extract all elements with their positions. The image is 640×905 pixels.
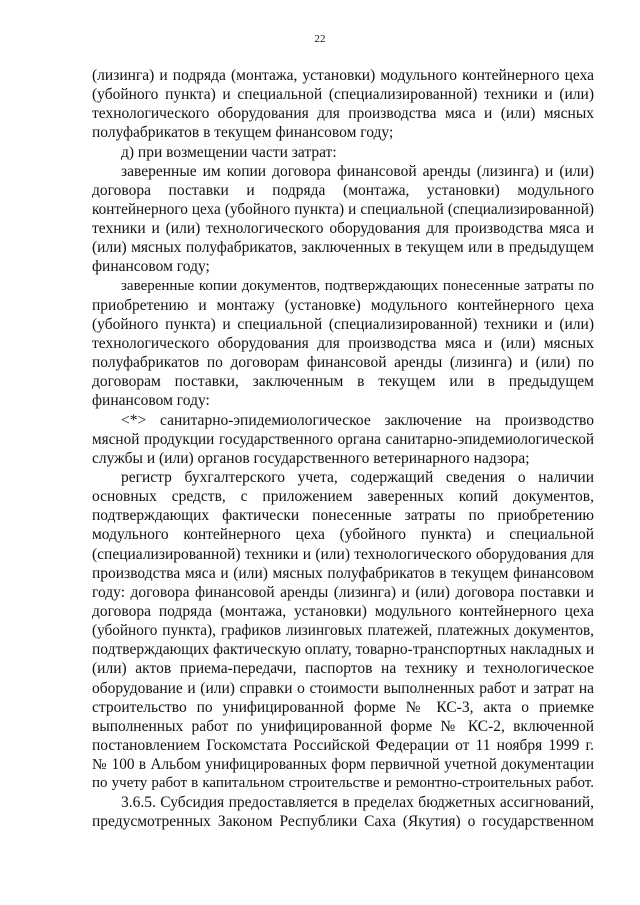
text-line: договорам поставки, заключенным в текущем или в предыдущем <box>92 373 594 391</box>
text-line: модульного контейнерного цеха (убойного пункта) и специальной <box>92 526 594 544</box>
text-line: выполненных работ по унифицированной форме № КС-2, включенной <box>92 717 594 735</box>
text-line: полуфабрикатов в текущем финансовом году; <box>92 124 394 142</box>
text-line: технологического оборудования для производства мяса и (или) мясных <box>92 105 594 123</box>
text-line: (убойного пункта) и специальной (специализированной) техники и (или) <box>92 86 594 104</box>
page-number: 22 <box>314 33 326 45</box>
text-line: контейнерного цеха (убойного пункта) и специальной (специализированной) <box>92 200 594 218</box>
text-line: по учету работ в капитальном строительстве и ремонтно-строительных работ. <box>92 775 594 792</box>
text-line: финансовом году: <box>92 392 210 410</box>
text-line: № 100 в Альбом унифицированных форм первичной учетной документации <box>92 756 594 774</box>
text-line: строительство по унифицированной форме № КС-3, акта о приемке <box>92 698 594 716</box>
text-line: регистр бухгалтерского учета, содержащий сведения о наличии <box>121 468 594 486</box>
text-line: предусмотренных Законом Республики Саха (Якутия) о государственном <box>92 813 594 831</box>
text-line: 3.6.5. Субсидия предоставляется в пределах бюджетных ассигнований, <box>121 794 594 812</box>
text-line: году: договора финансовой аренды (лизинга) и (или) договора поставки и <box>92 583 594 601</box>
text-line: мясной продукции государственного органа санитарно-эпидемиологической <box>92 430 594 448</box>
text-line: (специализированной) техники и (или) технологического оборудования для <box>92 545 594 563</box>
text-line: оборудование и (или) справки о стоимости выполненных работ и затрат на <box>92 679 594 697</box>
text-line: договора подряда (монтажа, установки) модульного контейнерного цеха <box>92 602 594 620</box>
document-body <box>92 66 594 832</box>
text-line: полуфабрикатов по договорам финансовой аренды (лизинга) и (или) по <box>92 354 594 372</box>
text-line: (убойного пункта), графиков лизинговых платежей, платежных документов, <box>92 622 594 640</box>
text-line: подтверждающих фактически понесенные затраты по приобретению <box>92 507 594 525</box>
text-line: финансовом году; <box>92 258 210 276</box>
text-line: техники и (или) технологического оборудования для производства мяса и <box>92 220 594 238</box>
text-line: <*> санитарно-эпидемиологическое заключение на производство <box>121 411 594 429</box>
text-line: д) при возмещении части затрат: <box>121 143 337 161</box>
text-line: (убойного пункта) и специальной (специализированной) техники и (или) <box>92 315 594 333</box>
text-line: приобретению и монтажу (установке) модульного контейнерного цеха <box>92 296 594 314</box>
text-line: заверенные им копии договора финансовой аренды (лизинга) и (или) <box>121 162 594 180</box>
text-line: (лизинга) и подряда (монтажа, установки) модульного контейнерного цеха <box>92 67 594 84</box>
text-line: (или) актов приема-передачи, паспортов на технику и технологическое <box>92 660 594 678</box>
text-line: заверенные копии документов, подтверждающих понесенные затраты по <box>121 277 594 294</box>
text-line: (или) мясных полуфабрикатов, заключенных в текущем или в предыдущем <box>92 239 594 257</box>
text-line: договора поставки и подряда (монтажа, установки) модульного <box>92 181 594 199</box>
text-line: технологического оборудования для производства мяса и (или) мясных <box>92 334 594 352</box>
text-line: подтверждающих фактическую оплату, товарно-транспортных накладных и <box>92 641 594 659</box>
text-line: службы и (или) органов государственного ветеринарного надзора; <box>92 449 530 467</box>
text-line: производства мяса и (или) мясных полуфабрикатов в текущем финансовом <box>92 564 594 582</box>
text-line: постановлением Госкомстата Российской Федерации от 11 ноября 1999 г. <box>92 736 594 754</box>
text-line: основных средств, с приложением заверенных копий документов, <box>92 488 594 506</box>
